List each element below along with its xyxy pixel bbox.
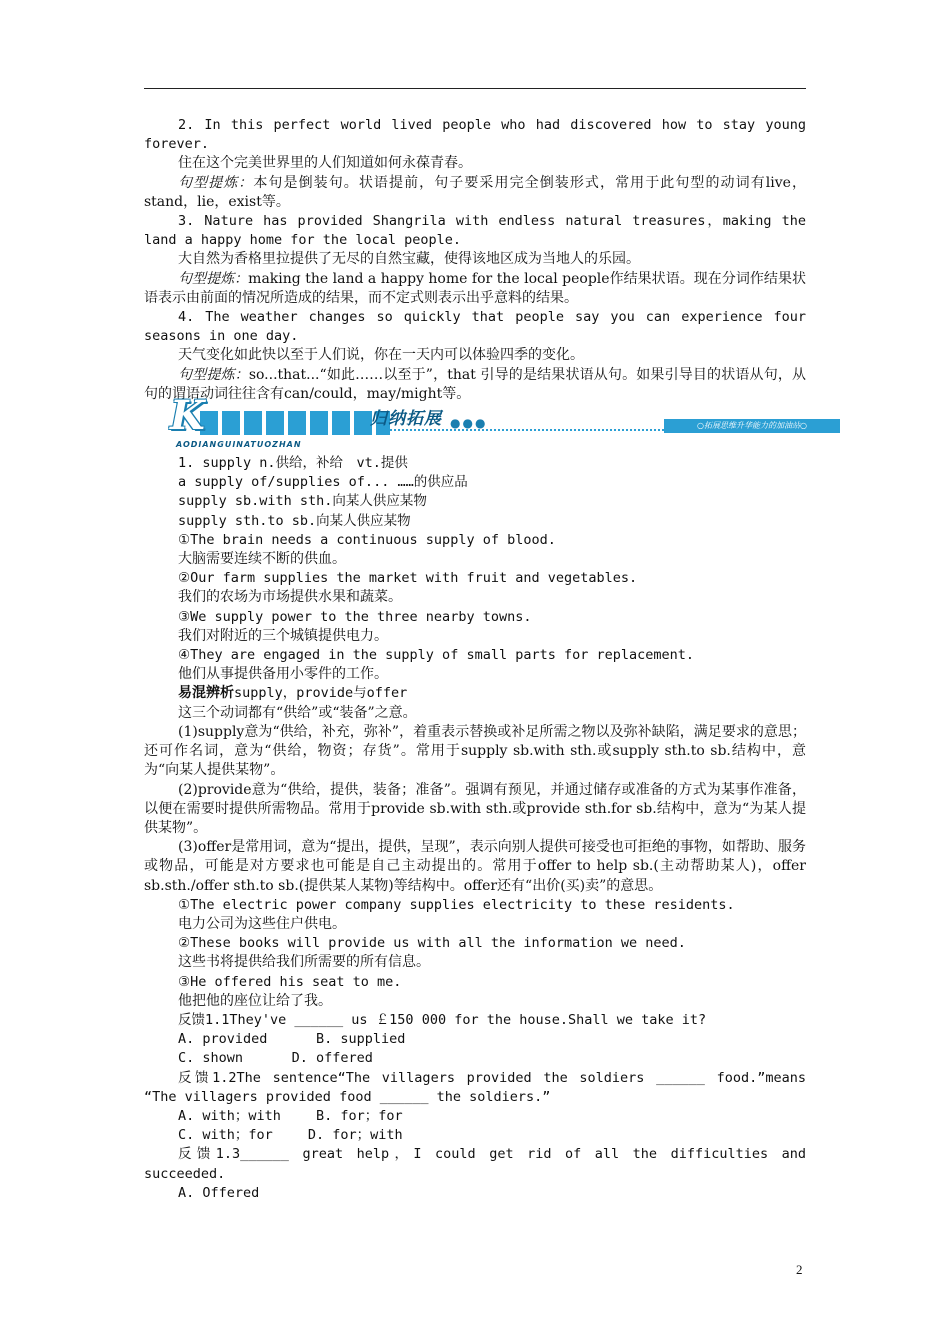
distinction-title: supply，provide与offer	[234, 685, 408, 702]
feedback-question: 反馈1.1They've ______ us ￡150 000 for the house.Shall we take it?	[178, 1011, 707, 1028]
feedback-options: C. shown D. offered	[178, 1050, 373, 1067]
banner-bar	[200, 411, 390, 435]
feedback-options: A. with；with B. for；for	[178, 1107, 403, 1124]
sentence-3-note	[144, 270, 806, 308]
banner-dots: ●●●	[450, 416, 488, 431]
distinction-item: (2)provide意为“供给，提供，装备；准备”。强调有预见，并通过储存或准备的方式为某事作准备，以便在需要时提供所需物品。常用于provide sb.with sth.或provide sth.for sb.结构中，意为“为某人提供某物”。	[144, 781, 806, 836]
page-number: 2	[796, 1262, 803, 1277]
pattern-label: 句型提炼：	[178, 270, 249, 287]
pattern-note: 本句是倒装句。状语提前，句子要采用完全倒装形式，常用于此句型的动词有live，stand，lie，exist等。	[144, 174, 806, 210]
section-banner	[140, 392, 844, 450]
page-content	[144, 116, 806, 1203]
example-chinese: 我们的农场为市场提供水果和蔬菜。	[178, 589, 402, 606]
pattern-label: 句型提炼：	[178, 174, 254, 191]
example-english: ②These books will provide us with all the information we need.	[178, 935, 686, 952]
pattern-note: so...that...“如此……以至于”，that 引导的是结果状语从句。如果引导目的状语从句，从句的谓语动词往往含有can/could，may/might等。	[144, 366, 807, 402]
example-english: ④They are engaged in the supply of small parts for replacement.	[178, 647, 695, 664]
vocab-line: 1. supply n.供给，补给 vt.提供	[178, 455, 408, 472]
distinction-examples	[144, 896, 806, 1069]
expansion-section	[144, 454, 806, 723]
example-chinese: 大脑需要连续不断的供血。	[178, 551, 346, 568]
banner-pinyin: AODIANGUINATUOZHAN	[176, 440, 302, 450]
sentence-2-note	[144, 174, 806, 212]
sentence-4-english: 4. The weather changes so quickly that people say you can experience four seasons in one day.	[144, 309, 806, 345]
sentence-2-chinese: 住在这个完美世界里的人们知道如何永葆青春。	[178, 155, 472, 172]
example-chinese: 电力公司为这些住户供电。	[178, 915, 346, 932]
sentence-2-english: 2. In this perfect world lived people who had discovered how to stay young forever.	[144, 117, 806, 153]
example-english: ③We supply power to the three nearby towns.	[178, 608, 532, 625]
distinction-item: (3)offer是常用词，意为“提出，提供，呈现”，表示向别人提供可接受也可拒绝的事物，如帮助、服务或物品，可能是对方要求也可能是自己主动提出的。常用于offer to help sb.(主动帮助某人)，offer sb.sth./offer sth.to sb.(提供某人某物)等结构中。offer还有“出价(买)卖”的意思。	[144, 839, 806, 894]
vocab-line: supply sb.with sth.向某人供应某物	[178, 493, 427, 510]
feedback-options: C. with；for D. for；with	[178, 1127, 403, 1144]
feedback-options: A. Offered	[178, 1184, 260, 1201]
example-english: ②Our farm supplies the market with fruit and vegetables.	[178, 570, 638, 587]
distinction-item: (1)supply意为“供给，补充，弥补”，着重表示替换或补足所需之物以及弥补缺陷，满足要求的意思；还可作名词，意为“供给，物资；存货”。常用于supply sb.with sth.或supply sth.to sb.结构中，意为“向某人提供某物”。	[144, 723, 806, 779]
feedback-options-group	[144, 1184, 806, 1203]
vocab-line: supply sth.to sb.向某人供应某物	[178, 512, 411, 529]
header-rule	[144, 88, 806, 89]
example-english: ①The brain needs a continuous supply of blood.	[178, 531, 556, 548]
example-chinese: 这些书将提供给我们所需要的所有信息。	[178, 954, 430, 971]
example-chinese: 我们对附近的三个城镇提供电力。	[178, 627, 388, 644]
distinction-label: 易混辨析	[178, 685, 234, 702]
banner-letter: K	[170, 392, 205, 440]
example-english: ③He offered his seat to me.	[178, 973, 402, 990]
banner-title: 归纳拓展	[370, 409, 442, 430]
pattern-label: 句型提炼：	[178, 366, 249, 383]
sentence-3-english: 3. Nature has provided Shangrila with endless natural treasures，making the land a happy home for the local people.	[144, 213, 806, 249]
sentence-4-note	[144, 366, 806, 404]
vocab-line: a supply of/supplies of... ……的供应品	[178, 474, 468, 491]
feedback-options: A. provided B. supplied	[178, 1031, 406, 1048]
banner-tag: ○拓展思维升华能力的加油站○	[664, 419, 840, 433]
feedback-question: 反馈1.2The sentence“The villagers provided the soldiers ______ food.”means “The villagers provided food ______ the soldiers.”	[144, 1069, 806, 1105]
pattern-note: making the land a happy home for the local people作结果状语。现在分词作结果状语表示由前面的情况所造成的结果，而不定式则表示出乎意料的结果。	[144, 270, 806, 306]
distinction-intro: 这三个动词都有“供给”或“装备”之意。	[178, 704, 417, 721]
feedback-options-group	[144, 1107, 806, 1145]
example-chinese: 他们从事提供备用小零件的工作。	[178, 666, 388, 683]
example-english: ①The electric power company supplies electricity to these residents.	[178, 896, 735, 913]
sentence-3-chinese: 大自然为香格里拉提供了无尽的自然宝藏，使得该地区成为当地人的乐园。	[178, 251, 640, 268]
distinction-heading	[178, 684, 806, 703]
sentence-4-chinese: 天气变化如此快以至于人们说，你在一天内可以体验四季的变化。	[178, 347, 584, 364]
feedback-question: 反馈1.3______ great help，I could get rid of all the difficulties and succeeded.	[144, 1146, 806, 1182]
example-chinese: 他把他的座位让给了我。	[178, 992, 332, 1009]
